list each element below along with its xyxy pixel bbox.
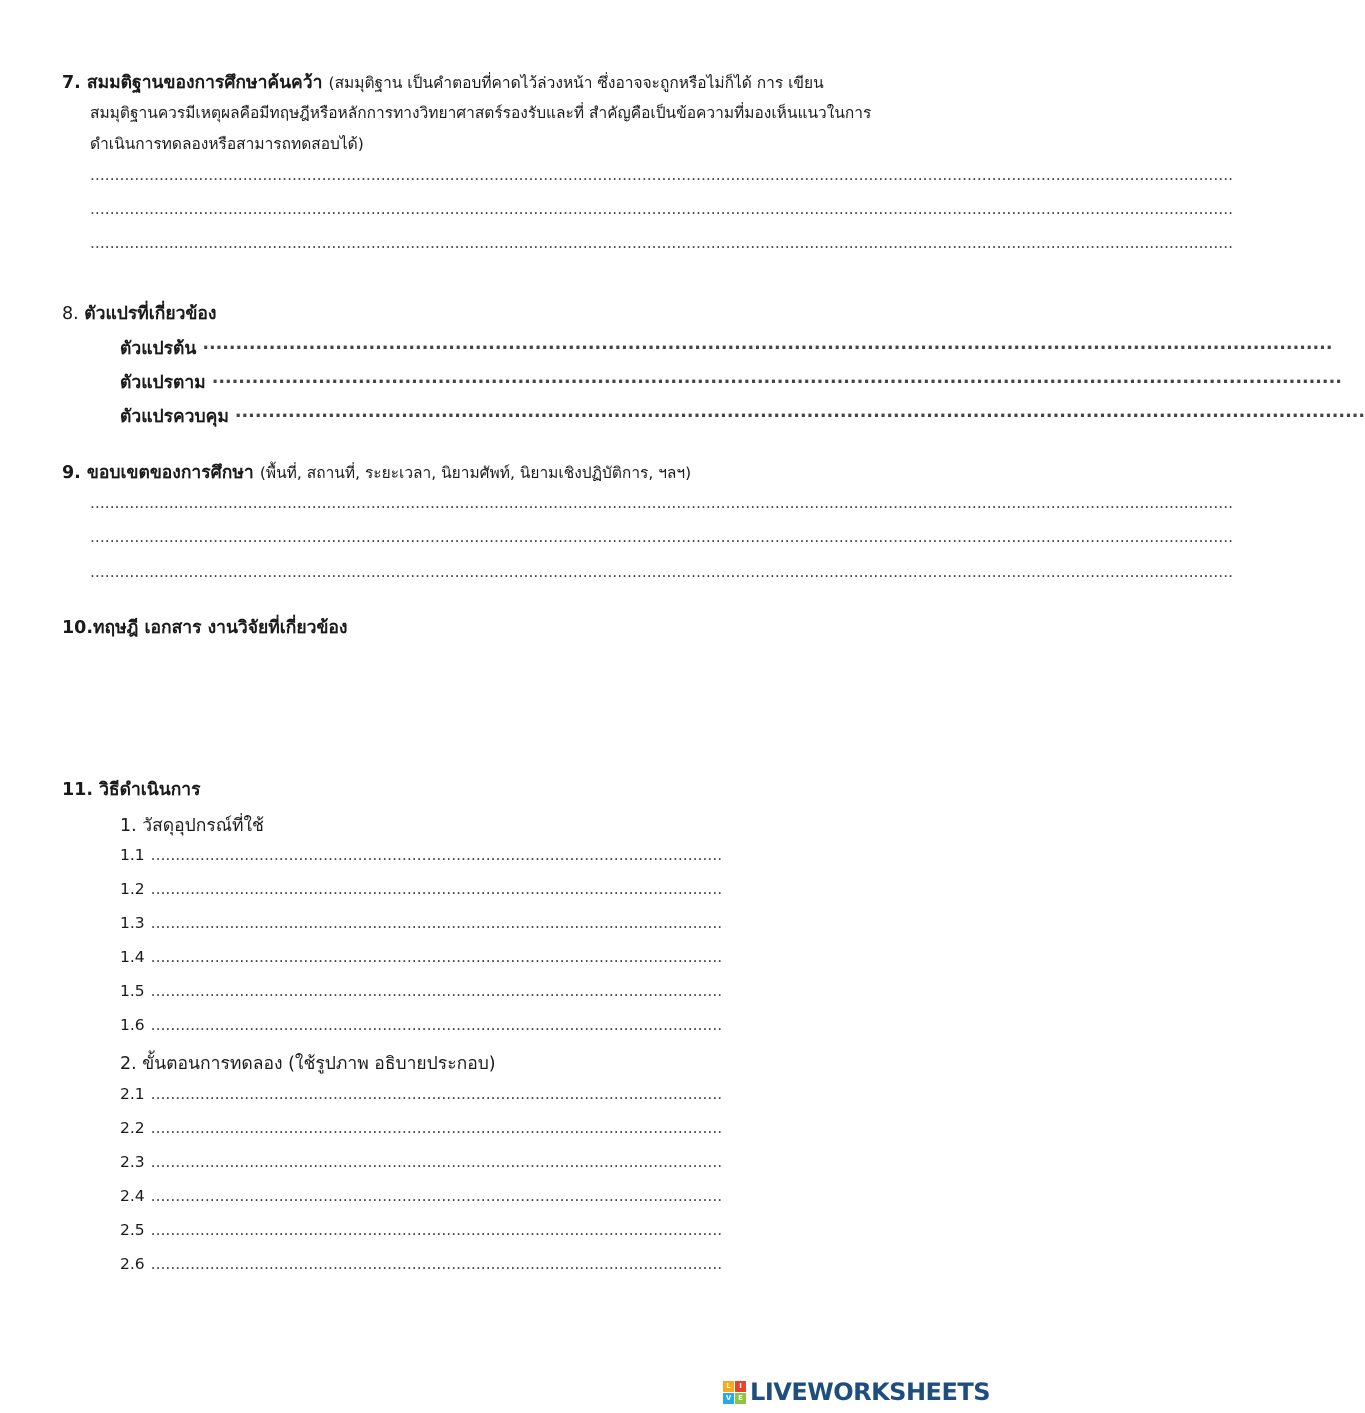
item-number: 2.5 [120, 1221, 145, 1239]
answer-line[interactable]: .................................................................................................................... [150, 1187, 723, 1205]
section-7-title: สมมติฐานของการศึกษาค้นคว้า [86, 73, 323, 93]
answer-line[interactable]: .................................................................................................................... [150, 846, 723, 864]
answer-line[interactable]: ........................................................................................................................................................................................................................................ [90, 200, 1234, 218]
section-7-note: (สมมุติฐาน เป็นคำตอบที่คาดไว้ล่วงหน้า ซึ่งอาจจะถูกหรือไม่ก็ได้ การ เขียน [328, 74, 824, 92]
answer-line[interactable]: .................................................................................................................... [150, 1085, 723, 1103]
answer-line[interactable]: .................................................................................................................... [150, 1221, 723, 1239]
list-item [120, 1187, 723, 1205]
controlled-variable-label: ตัวแปรควบคุม [120, 407, 229, 427]
answer-line[interactable]: ........................................................................................................................................................................................................................................ [90, 528, 1234, 546]
answer-line[interactable]: .................................................................................................................... [150, 1255, 723, 1273]
list-item [120, 1016, 723, 1034]
list-item [120, 1085, 723, 1103]
section-9-note: (พื้นที่, สถานที่, ระยะเวลา, นิยามศัพท์, นิยามเชิงปฏิบัติการ, ฯลฯ) [259, 464, 692, 482]
item-number: 1.6 [120, 1016, 145, 1034]
item-number: 2.6 [120, 1255, 145, 1273]
item-number: 2.3 [120, 1153, 145, 1171]
section-7-heading [62, 68, 824, 96]
item-number: 2.2 [120, 1119, 145, 1137]
item-number: 1.5 [120, 982, 145, 1000]
section-7-number: 7. [62, 73, 81, 93]
list-item [120, 1119, 723, 1137]
list-item [120, 914, 723, 932]
item-number: 2.1 [120, 1085, 145, 1103]
answer-line[interactable]: ........................................................................................................................................................................................................................................ [90, 166, 1234, 184]
section-8-number: 8. [62, 304, 79, 324]
answer-line[interactable]: ........................................................................................................................................................................................................................................ [90, 234, 1234, 252]
answer-line[interactable]: ........................................................................................................................................................................................................................................ [90, 494, 1234, 512]
answer-line[interactable]: ........................................................................................................................................................................................................................................ [90, 563, 1234, 581]
answer-line[interactable]: .................................................................................................................... [150, 948, 723, 966]
list-item [120, 846, 723, 864]
liveworksheets-wordmark: LIVEWORKSHEETS [750, 1378, 990, 1406]
item-number: 1.1 [120, 846, 145, 864]
list-item [120, 948, 723, 966]
section-7-note-line-3: ดำเนินการทดลองหรือสามารถทดสอบได้) [90, 135, 364, 153]
independent-variable-label: ตัวแปรต้น [120, 339, 197, 359]
answer-line[interactable]: .................................................................................................................... [150, 914, 723, 932]
list-item [120, 1255, 723, 1273]
liveworksheets-mark-icon: L I V E [723, 1381, 746, 1404]
section-11-heading: 11. วิธีดำเนินการ [62, 780, 201, 800]
answer-line[interactable]: .................................................................................................................... [150, 1153, 723, 1171]
section-8-heading [62, 299, 216, 327]
section-10-heading: 10.ทฤษฎี เอกสาร งานวิจัยที่เกี่ยวข้อง [62, 618, 348, 638]
section-9-heading [62, 458, 691, 486]
liveworksheets-logo [723, 1378, 990, 1406]
section-9-number: 9. [62, 463, 81, 483]
section-8-title: ตัวแปรที่เกี่ยวข้อง [84, 304, 217, 324]
materials-heading: 1. วัสดุอุปกรณ์ที่ใช้ [120, 816, 264, 836]
item-number: 2.4 [120, 1187, 145, 1205]
answer-line[interactable]: .................................................................................................................... [150, 880, 723, 898]
section-7-note-line-2: สมมุติฐานควรมีเหตุผลคือมีทฤษฎีหรือหลักการทางวิทยาศาสตร์รองรับและที่ สำคัญคือเป็นข้อความที่มองเห็นแนวในการ [90, 104, 872, 122]
independent-variable-row [120, 334, 1333, 362]
list-item [120, 1153, 723, 1171]
list-item [120, 982, 723, 1000]
item-number: 1.2 [120, 880, 145, 898]
answer-line[interactable]: .................................................................................................................... [150, 1119, 723, 1137]
dependent-variable-label: ตัวแปรตาม [120, 373, 206, 393]
section-9-title: ขอบเขตของการศึกษา [86, 463, 254, 483]
answer-line[interactable]: .................................................................................................................... [150, 1016, 723, 1034]
item-number: 1.4 [120, 948, 145, 966]
controlled-variable-row [120, 402, 1365, 430]
answer-line[interactable]: .......................................................................................................................................................................... [202, 334, 1333, 354]
item-number: 1.3 [120, 914, 145, 932]
list-item [120, 1221, 723, 1239]
list-item [120, 880, 723, 898]
answer-line[interactable]: .......................................................................................................................................................................... [211, 368, 1342, 388]
dependent-variable-row [120, 368, 1342, 396]
steps-heading: 2. ขั้นตอนการทดลอง (ใช้รูปภาพ อธิบายประกอบ) [120, 1054, 496, 1074]
answer-line[interactable]: .................................................................................................................... [150, 982, 723, 1000]
answer-line[interactable]: .......................................................................................................................................................................... [234, 402, 1365, 422]
